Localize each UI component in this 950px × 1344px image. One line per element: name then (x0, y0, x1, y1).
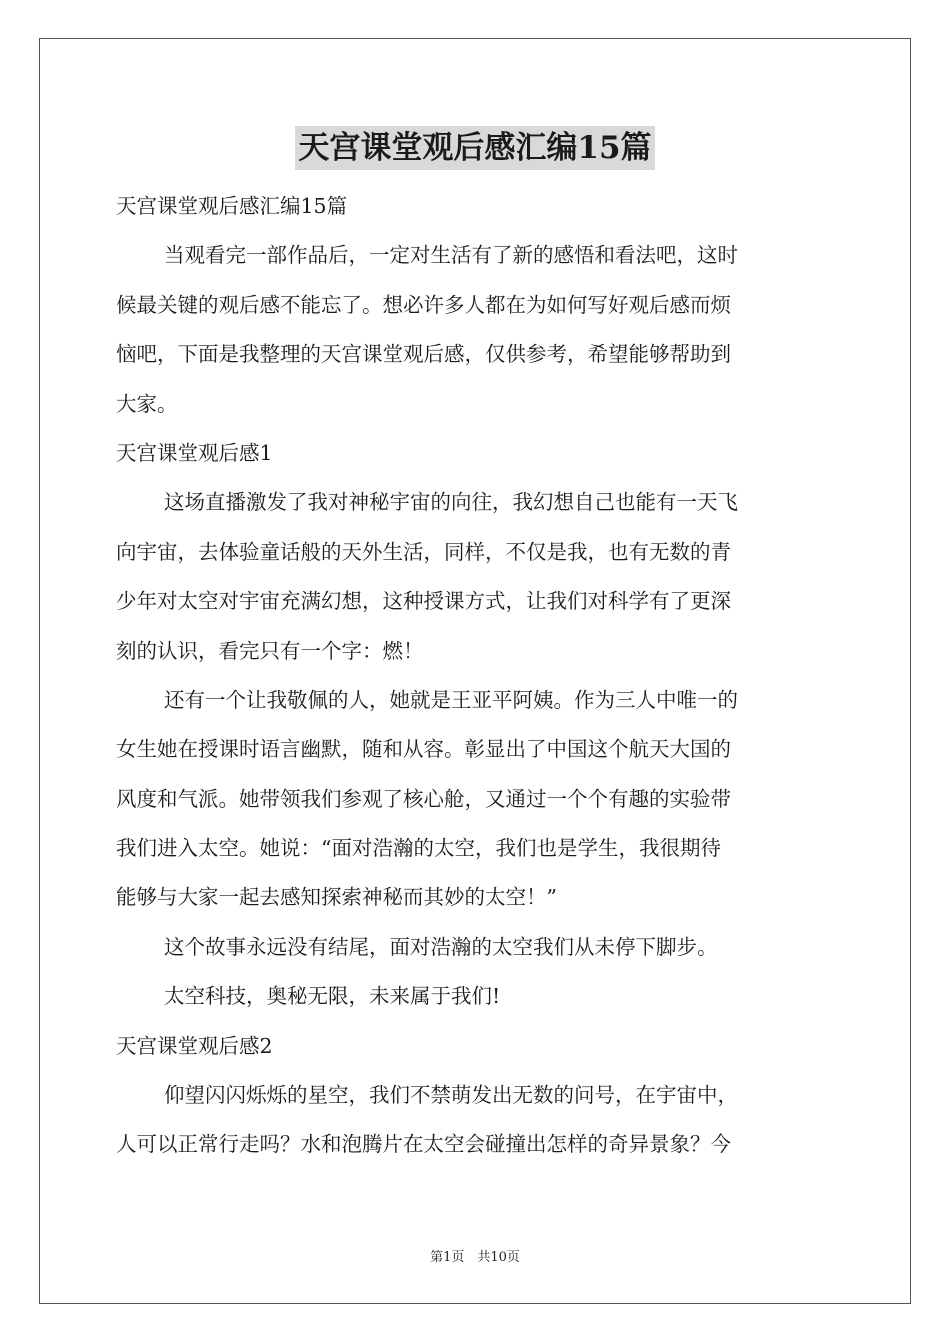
text-line: 还有一个让我敬佩的人，她就是王亚平阿姨。作为三人中唯一的 (164, 687, 738, 712)
text-line: 仰望闪闪烁烁的星空，我们不禁萌发出无数的问号，在宇宙中， (164, 1083, 738, 1108)
text-line: 天宫课堂观后感汇编15篇 (116, 194, 348, 218)
text-line: 少年对太空对宇宙充满幻想，这种授课方式，让我们对科学有了更深 (116, 589, 731, 614)
text-line: 天宫课堂观后感2 (116, 1033, 273, 1058)
text-line: 能够与大家一起去感知探索神秘而其妙的太空！” (116, 885, 557, 910)
text-line: 太空科技，奥秘无限，未来属于我们! (164, 984, 501, 1009)
text-line: 风度和气派。她带领我们参观了核心舱，又通过一个个有趣的实验带 (116, 786, 731, 811)
text-line: 刻的认识，看完只有一个字：燃！ (116, 638, 424, 663)
text-line: 女生她在授课时语言幽默，随和从容。彰显出了中国这个航天大国的 (116, 737, 731, 762)
text-line: 候最关键的观后感不能忘了。想必许多人都在为如何写好观后感而烦 (116, 292, 731, 317)
title-container (0, 126, 950, 170)
text-line: 这场直播激发了我对神秘宇宙的向往，我幻想自己也能有一天飞 (164, 490, 738, 515)
page-footer: 第1页 共10页 (430, 1250, 520, 1265)
text-line: 天宫课堂观后感1 (116, 440, 273, 465)
text-line: 我们进入太空。她说：“面对浩瀚的太空，我们也是学生，我很期待 (116, 836, 721, 861)
text-line: 人可以正常行走吗？水和泡腾片在太空会碰撞出怎样的奇异景象？今 (116, 1132, 731, 1157)
text-line: 大家。 (116, 391, 178, 416)
document-body (116, 182, 834, 1170)
document-title: 天宫课堂观后感汇编15篇 (295, 126, 654, 170)
text-line: 向宇宙，去体验童话般的天外生活，同样，不仅是我，也有无数的青 (116, 539, 731, 564)
text-line: 恼吧，下面是我整理的天宫课堂观后感，仅供参考，希望能够帮助到 (116, 342, 731, 367)
text-line: 这个故事永远没有结尾，面对浩瀚的太空我们从未停下脚步。 (164, 934, 718, 959)
text-line: 当观看完一部作品后，一定对生活有了新的感悟和看法吧，这时 (164, 243, 738, 268)
